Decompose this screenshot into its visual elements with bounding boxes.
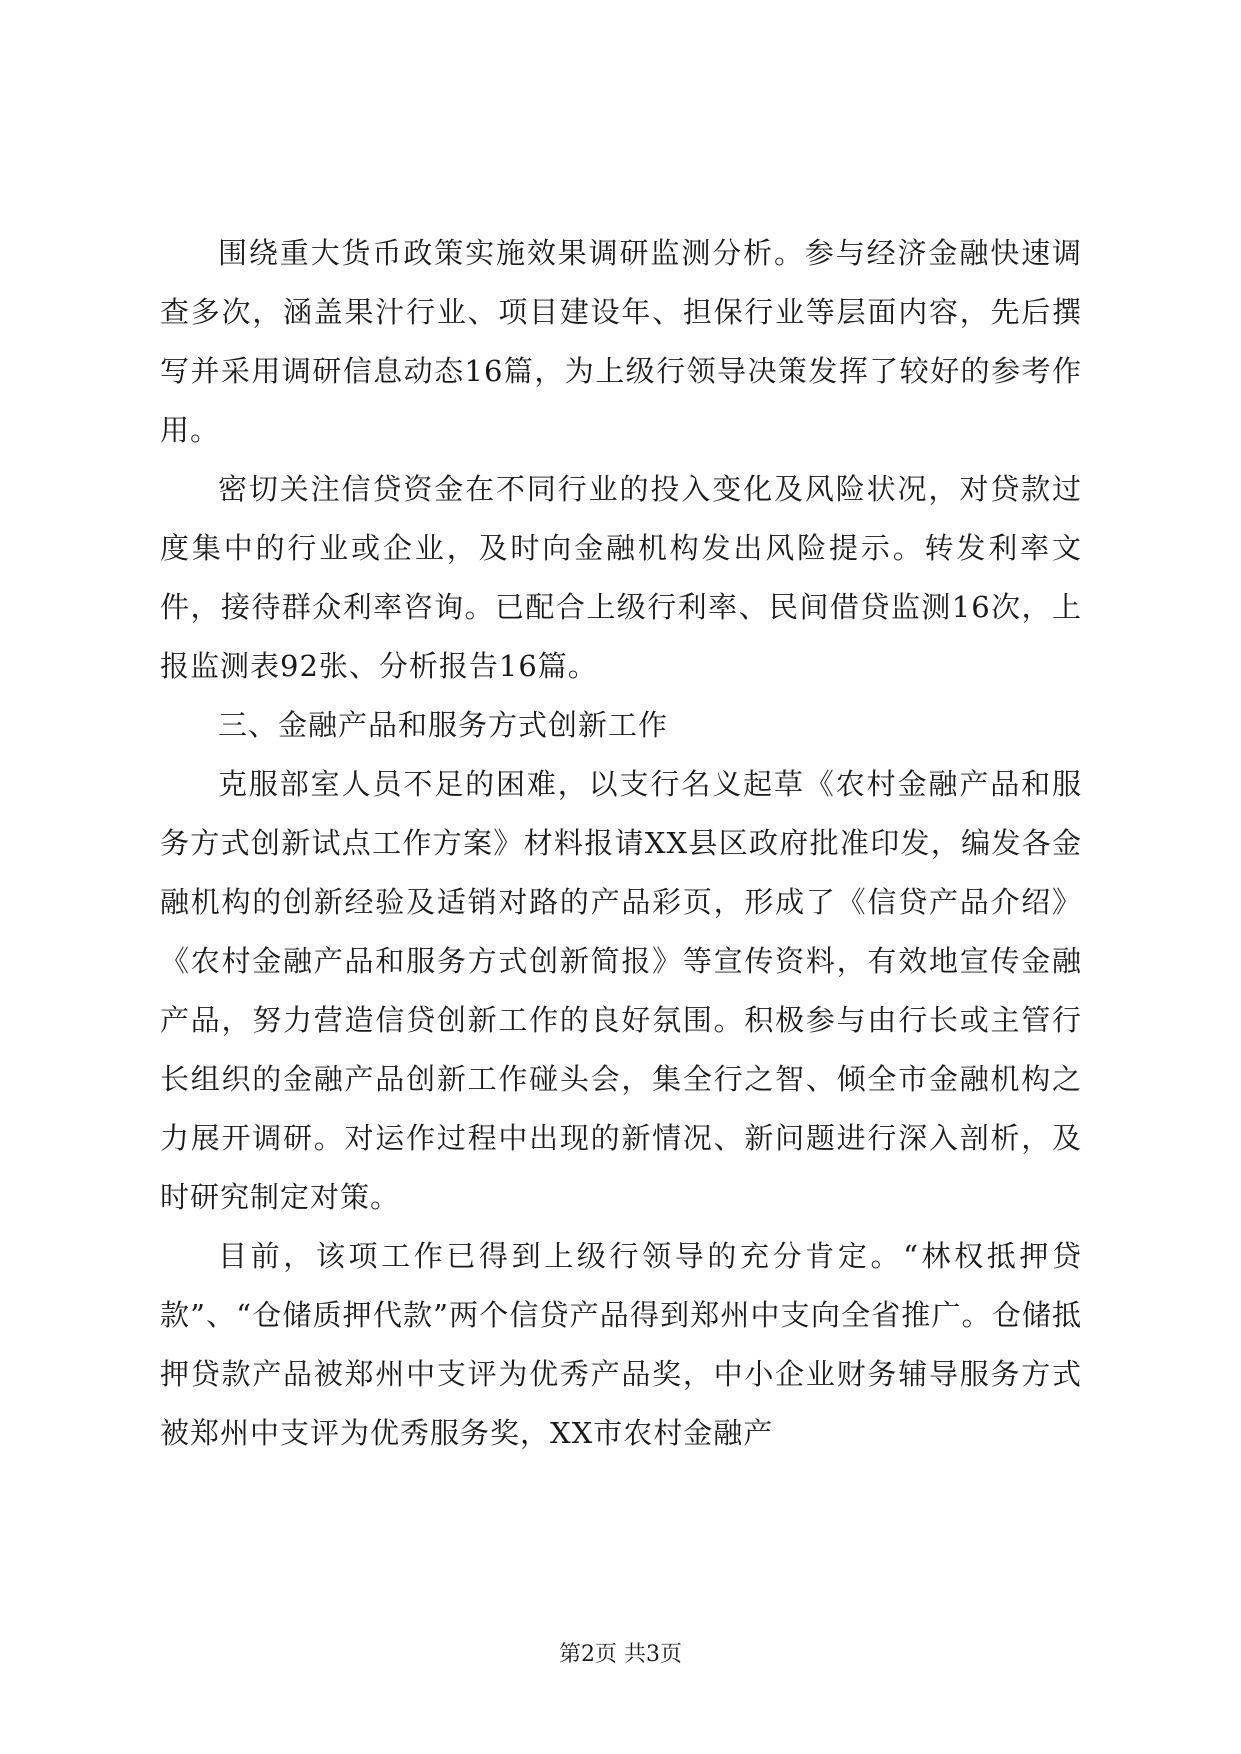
document-body [160,224,1082,1463]
section-heading-innovation: 三、金融产品和服务方式创新工作 [218,708,669,742]
paragraph-achievements: 目前，该项工作已得到上级行领导的充分肯定。“林权抵押贷款”、“仓储质押代款”两个信贷产品得到郑州中支向全省推广。仓储抵押贷款产品被郑州中支评为优秀产品奖，中小企业财务辅导服务方式被郑州中支评为优秀服务奖，XX市农村金融产 [160,1239,1082,1450]
paragraph-credit-monitoring: 密切关注信贷资金在不同行业的投入变化及风险状况，对贷款过度集中的行业或企业，及时向金融机构发出风险提示。转发利率文件，接待群众利率咨询。已配合上级行利率、民间借贷监测16次，上报监测表92张、分析报告16篇。 [160,472,1082,683]
paragraph-innovation-work: 克服部室人员不足的困难，以支行名义起草《农村金融产品和服务方式创新试点工作方案》材料报请XX县区政府批准印发，编发各金融机构的创新经验及适销对路的产品彩页，形成了《信贷产品介绍》《农村金融产品和服务方式创新简报》等宣传资料，有效地宣传金融产品，努力营造信贷创新工作的良好氛围。积极参与由行长或主管行长组织的金融产品创新工作碰头会，集全行之智、倾全市金融机构之力展开调研。对运作过程中出现的新情况、新问题进行深入剖析，及时研究制定对策。 [160,767,1082,1214]
paragraph-policy-research: 围绕重大货币政策实施效果调研监测分析。参与经济金融快速调查多次，涵盖果汁行业、项目建设年、担保行业等层面内容，先后撰写并采用调研信息动态16篇，为上级行领导决策发挥了较好的参考作用。 [160,236,1082,447]
page-number-footer: 第2页 共3页 [559,1642,682,1667]
